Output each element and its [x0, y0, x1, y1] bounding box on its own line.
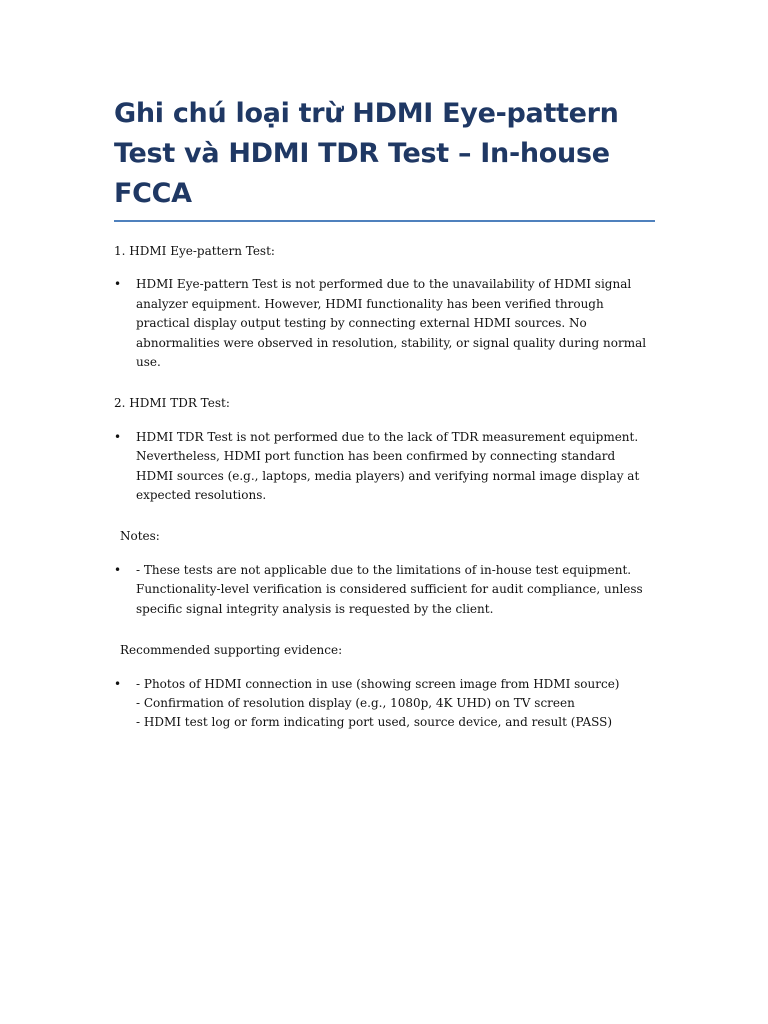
bullet-text-eye-pattern: HDMI Eye-pattern Test is not performed due to the unavailability of HDMI signal analyzer equipment. However, HDMI functionality has been verified through practical display output testing by connecting external HDMI sources. No abnormalities were observed in resolution, stability, or signal quality during normal use. [136, 277, 647, 370]
evidence-line-resolution: - Confirmation of resolution display (e.g., 1080p, 4K UHD) on TV screen [136, 695, 575, 710]
notes-heading: Notes: [120, 529, 160, 544]
bullet-list-evidence [114, 675, 655, 733]
bullet-text-tdr: HDMI TDR Test is not performed due to the lack of TDR measurement equipment. Nevertheless, HDMI port function has been confirmed by connecting standard HDMI sources (e.g., laptops, media players) and verifying normal image display at expected resolutions. [136, 429, 640, 503]
evidence-line-test-log: - HDMI test log or form indicating port used, source device, and result (PASS) [136, 715, 613, 730]
document-page [114, 94, 655, 733]
section-heading-eye-pattern: 1. HDMI Eye-pattern Test: [114, 244, 275, 258]
evidence-heading: Recommended supporting evidence: [120, 643, 343, 658]
bullet-icon: • [114, 562, 122, 577]
bullet-list-notes [114, 561, 655, 619]
list-item [114, 561, 655, 619]
bullet-icon: • [114, 676, 122, 691]
list-item [114, 428, 655, 506]
list-item [114, 675, 655, 733]
list-item [114, 275, 655, 372]
bullet-list-tdr [114, 428, 655, 506]
document-title: Ghi chú loại trừ HDMI Eye-pattern Test và HDMI TDR Test – In-house FCCA [114, 94, 655, 222]
bullet-icon: • [114, 277, 122, 292]
bullet-text-notes: - These tests are not applicable due to the limitations of in-house test equipment. Functionality-level verification is considered sufficient for audit compliance, unless specific signal integrity analysis is requested by the client. [136, 562, 643, 616]
bullet-list-eye-pattern [114, 275, 655, 372]
section-heading-tdr: 2. HDMI TDR Test: [114, 396, 230, 411]
evidence-line-photos: - Photos of HDMI connection in use (showing screen image from HDMI source) [136, 676, 620, 691]
bullet-icon: • [114, 429, 122, 444]
